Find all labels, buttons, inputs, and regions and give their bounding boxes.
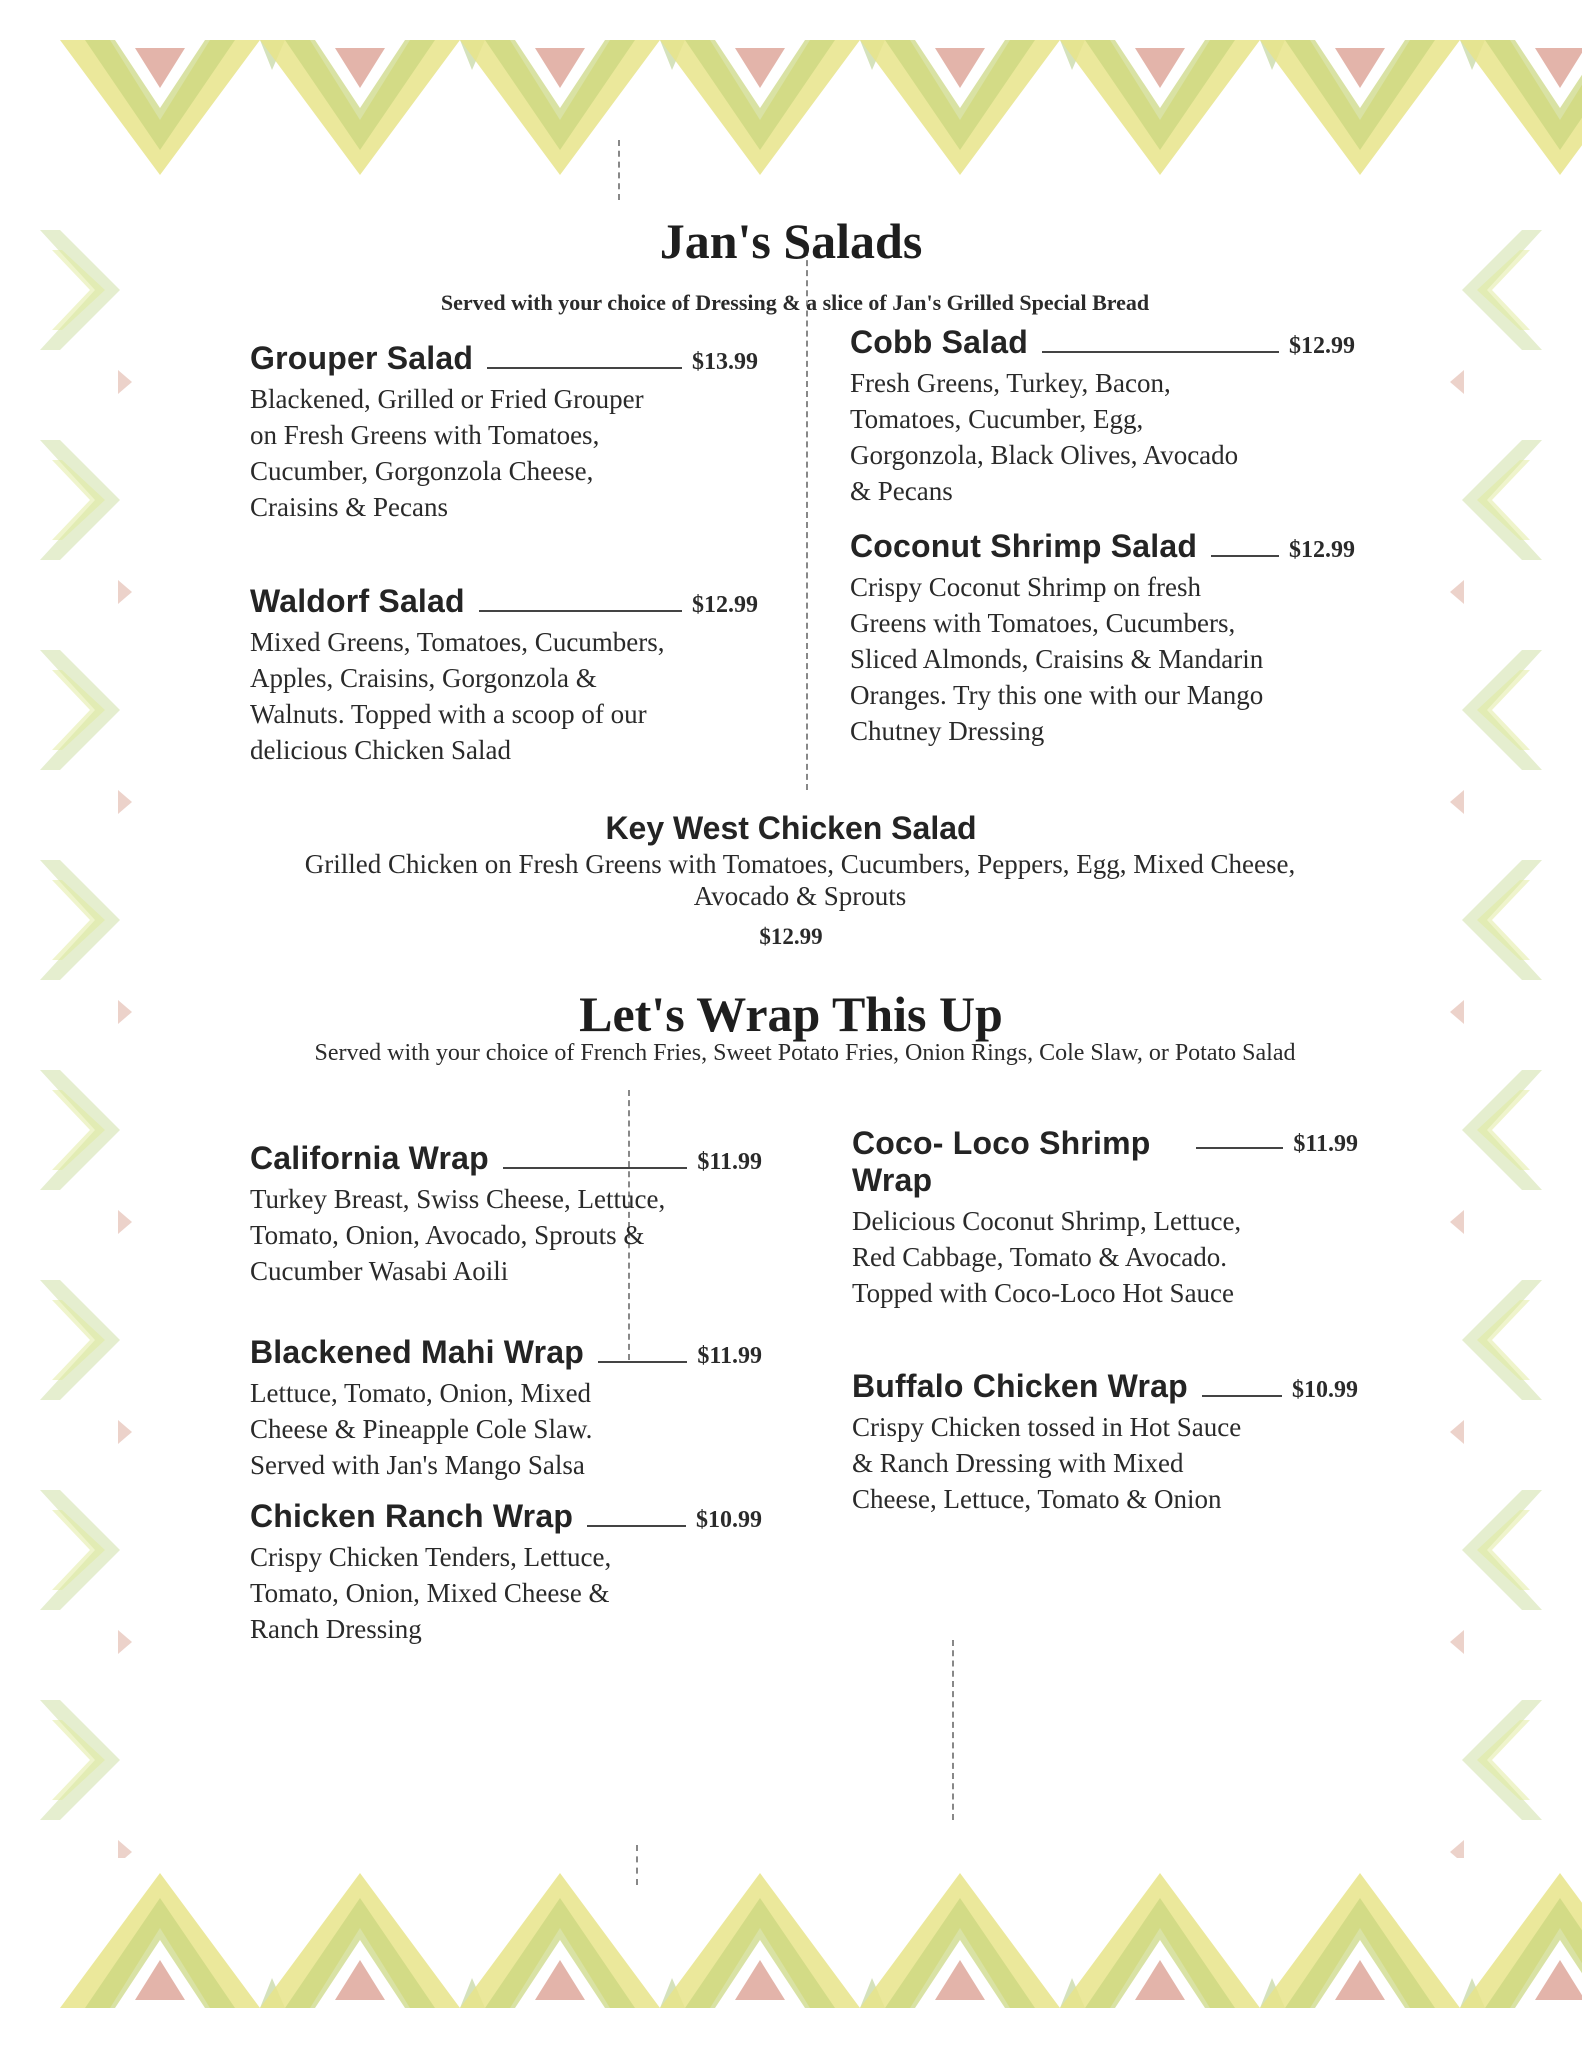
item-description: Blackened, Grilled or Fried Grouper on Fresh Greens with Tomatoes, Cucumber, Gorgonzola Cheese, Craisins & Pecans: [250, 384, 644, 522]
dotted-leader: [1202, 1395, 1282, 1397]
dotted-leader: [1042, 351, 1279, 353]
featured-item-description: Grilled Chicken on Fresh Greens with Tomatoes, Cucumbers, Peppers, Egg, Mixed Cheese, Avocado & Sprouts: [304, 849, 1296, 911]
item-price: $12.99: [692, 592, 758, 618]
item-price: $10.99: [1292, 1377, 1358, 1403]
item-price: $11.99: [1293, 1131, 1358, 1157]
item-price: $12.99: [1289, 333, 1355, 359]
item-name: Waldorf Salad: [250, 583, 465, 619]
item-description: Fresh Greens, Turkey, Bacon, Tomatoes, Cucumber, Egg, Gorgonzola, Black Olives, Avocado & Pecans: [850, 368, 1239, 506]
item-description: Lettuce, Tomato, Onion, Mixed Cheese & Pineapple Cole Slaw. Served with Jan's Mango Salsa: [250, 1378, 593, 1480]
chevron-pattern: [0, 1858, 1582, 2048]
item-name: Blackened Mahi Wrap: [250, 1334, 584, 1370]
item-price: $11.99: [697, 1343, 762, 1369]
wraps-subtitle: Served with your choice of French Fries, Sweet Potato Fries, Onion Rings, Cole Slaw, or Potato Salad: [314, 1040, 1296, 1066]
chevron-pattern: [0, 0, 1582, 190]
menu-item: [250, 583, 758, 768]
item-price: $13.99: [692, 349, 758, 375]
item-price: $10.99: [696, 1507, 762, 1533]
item-name: Buffalo Chicken Wrap: [852, 1368, 1188, 1404]
menu-item: [250, 340, 758, 525]
menu-item: [250, 1498, 762, 1647]
item-name: Grouper Salad: [250, 340, 474, 376]
dotted-leader: [1211, 555, 1279, 557]
wraps-title: Let's Wrap This Up: [579, 986, 1003, 1042]
item-description: Turkey Breast, Swiss Cheese, Lettuce, Tomato, Onion, Avocado, Sprouts & Cucumber Wasabi Aoili: [250, 1184, 666, 1286]
scan-fold-line: [806, 250, 808, 790]
dotted-leader: [598, 1361, 687, 1363]
bottom-chevron-border: [0, 1858, 1582, 2048]
item-description: Crispy Chicken tossed in Hot Sauce & Ranch Dressing with Mixed Cheese, Lettuce, Tomato & Onion: [852, 1412, 1242, 1514]
item-name: Chicken Ranch Wrap: [250, 1498, 574, 1534]
item-name: Cobb Salad: [850, 324, 1029, 360]
dotted-leader: [479, 610, 682, 612]
item-name: Coconut Shrimp Salad: [850, 528, 1198, 564]
scan-mark: [618, 140, 620, 200]
salads-subtitle: Served with your choice of Dressing & a slice of Jan's Grilled Special Bread: [440, 290, 1150, 315]
item-description: Crispy Chicken Tenders, Lettuce, Tomato, Onion, Mixed Cheese & Ranch Dressing: [250, 1542, 612, 1644]
dotted-leader: [503, 1167, 687, 1169]
featured-item-price: $12.99: [759, 924, 823, 949]
item-price: $11.99: [697, 1149, 762, 1175]
top-chevron-border: [0, 0, 1582, 190]
dotted-leader: [1196, 1147, 1283, 1149]
menu-item: [850, 528, 1355, 749]
dotted-leader: [587, 1525, 686, 1527]
item-price: $12.99: [1289, 537, 1355, 563]
item-description: Mixed Greens, Tomatoes, Cucumbers, Apples, Craisins, Gorgonzola & Walnuts. Topped with a scoop of our delicious Chicken Salad: [250, 627, 665, 765]
item-name: Coco- Loco Shrimp Wrap: [852, 1125, 1151, 1198]
menu-item: [852, 1368, 1358, 1517]
salads-title: Jan's Salads: [659, 213, 923, 269]
item-description: Crispy Coconut Shrimp on fresh Greens with Tomatoes, Cucumbers, Sliced Almonds, Craisins & Mandarin Oranges. Try this one with our Mango Chutney Dressing: [850, 572, 1264, 746]
item-description: Delicious Coconut Shrimp, Lettuce, Red Cabbage, Tomato & Avocado. Topped with Coco-Loco Hot Sauce: [852, 1206, 1242, 1308]
scan-mark: [952, 1640, 954, 1820]
item-name: California Wrap: [250, 1140, 489, 1176]
dotted-leader: [487, 367, 682, 369]
featured-item-name: Key West Chicken Salad: [605, 810, 977, 846]
menu-item: [852, 1125, 1358, 1311]
menu-item: [850, 324, 1355, 509]
scan-mark: [636, 1845, 638, 1885]
menu-item: [250, 1334, 762, 1483]
menu-item: [250, 1140, 762, 1289]
